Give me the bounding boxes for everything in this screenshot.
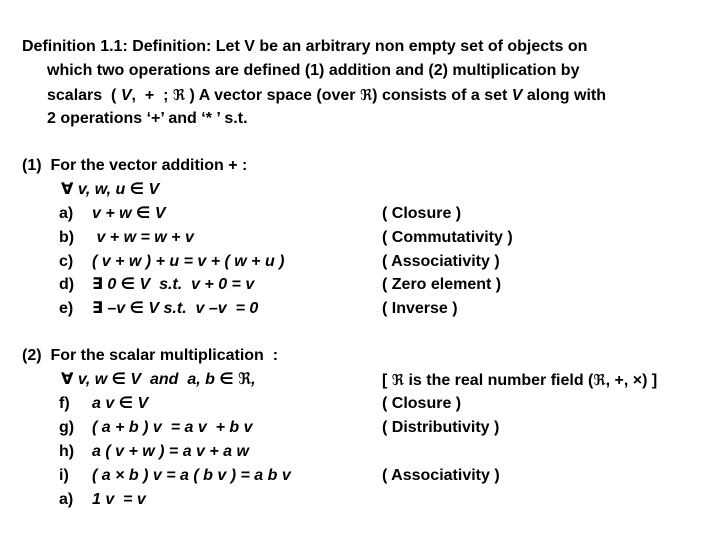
definition-line-1: Definition 1.1: Definition: Let V be an arbitrary non empty set of objects on	[22, 38, 588, 55]
axiom-row: d) ∃ 0 ∈ V s.t. v + 0 = v	[59, 276, 255, 293]
definition-line-2: which two operations are defined (1) addition and (2) multiplication by	[47, 62, 580, 79]
real-field-symbol: ℜ	[391, 371, 404, 389]
axiom-row: a) 1 v = v	[59, 491, 146, 508]
axiom-row: g) ( a + b ) v = a v + b v	[59, 419, 253, 436]
axiom-row: f) a v ∈ V	[59, 395, 149, 412]
axiom-row: h) a ( v + w ) = a v + a w	[59, 443, 249, 460]
axiom-note: ( Associativity )	[382, 467, 500, 484]
axiom-note: ( Distributivity )	[382, 419, 500, 436]
field-note: [ ℜ is the real number field (ℜ, +, ×) ]	[382, 371, 658, 389]
axiom-row: c) ( v + w ) + u = v + ( w + u )	[59, 253, 285, 270]
axiom-note: ( Closure )	[382, 205, 462, 222]
section1-quantifier: ∀ v, w, u ∈ V	[61, 181, 160, 198]
real-field-symbol: ℜ	[172, 86, 186, 104]
axiom-note: ( Associativity )	[382, 253, 500, 270]
section2-heading: (2) For the scalar multiplication :	[22, 347, 279, 364]
section2-quantifier: ∀ v, w ∈ V and a, b ∈ ℜ,	[61, 371, 256, 388]
axiom-note: ( Closure )	[382, 395, 462, 412]
axiom-note: ( Zero element )	[382, 276, 502, 293]
axiom-row: a) v + w ∈ V	[59, 205, 166, 222]
axiom-note: ( Commutativity )	[382, 229, 513, 246]
real-field-symbol: ℜ	[593, 371, 606, 389]
real-field-symbol: ℜ	[359, 86, 373, 104]
section1-heading: (1) For the vector addition + :	[22, 157, 248, 174]
axiom-row: b) v + w = w + v	[59, 229, 194, 246]
definition-line-4: 2 operations ‘+’ and ‘* ’ s.t.	[47, 110, 248, 127]
axiom-row: e) ∃ –v ∈ V s.t. v –v = 0	[59, 300, 259, 317]
definition-line-3: scalars ( V, + ; ℜ ) A vector space (over ℜ) consists of a set V along with	[47, 86, 606, 104]
axiom-row: i) ( a × b ) v = a ( b v ) = a b v	[59, 467, 291, 484]
axiom-note: ( Inverse )	[382, 300, 458, 317]
